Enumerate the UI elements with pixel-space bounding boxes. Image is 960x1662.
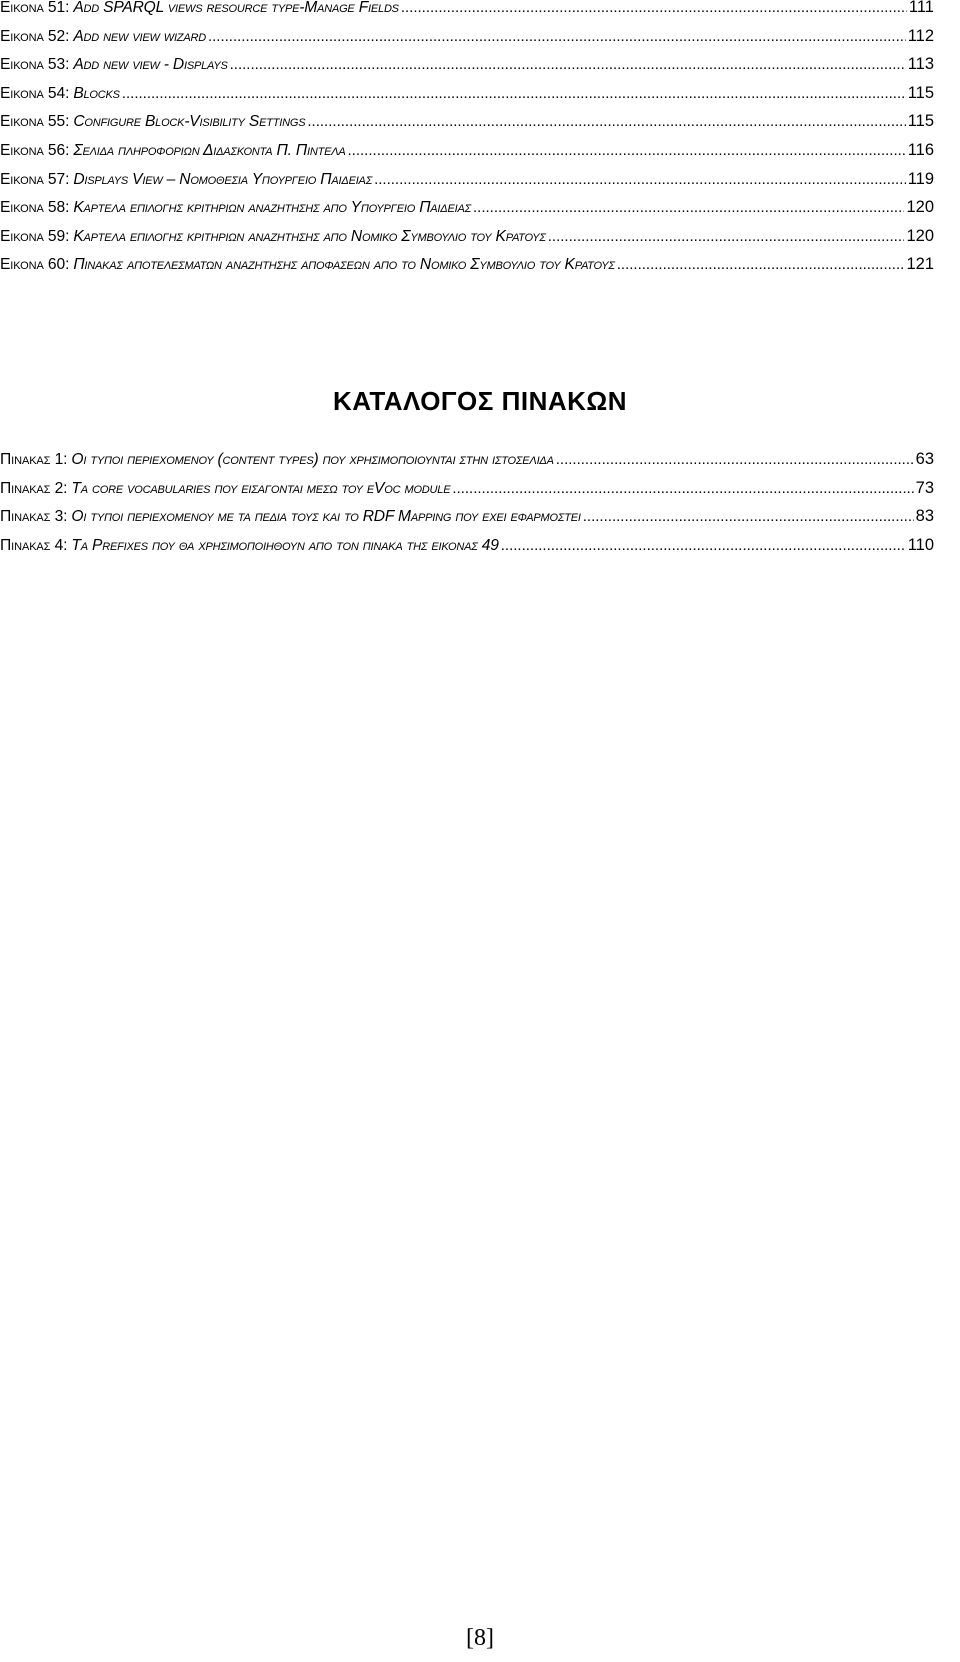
entry-label: Εικονα 56: (0, 141, 70, 159)
figures-list (0, 0, 934, 279)
dot-leader (208, 23, 906, 52)
entry-label: Εικονα 55: (0, 113, 70, 131)
dot-leader (401, 0, 907, 23)
entry-page-number: 73 (915, 478, 934, 497)
toc-entry[interactable] (0, 502, 934, 531)
entry-caption: Add new view wizard (73, 27, 206, 45)
entry-caption: Τα core vocabularies που εισαγονται μεσω του eVoc module (71, 479, 451, 497)
entry-label: Πινακας 2: (0, 479, 68, 497)
tables-section-heading: ΚΑΤΑΛΟΓΟΣ ΠΙΝΑΚΩΝ (332, 386, 628, 416)
dot-leader (452, 475, 913, 504)
entry-page-number: 111 (908, 0, 934, 16)
dot-leader (583, 503, 914, 532)
entry-label: Εικονα 52: (0, 27, 70, 45)
dot-leader (122, 80, 906, 109)
dot-leader (548, 223, 905, 252)
toc-entry[interactable] (0, 50, 934, 79)
dot-leader (556, 446, 914, 475)
entry-caption: Πινακας αποτελεσματων αναζητησης αποφασεων απο το Νομικο Συμβουλιο του Κρατους (73, 256, 615, 274)
toc-entry[interactable] (0, 107, 934, 136)
entry-label: Πινακας 1: (0, 451, 68, 468)
entry-caption: Οι τυποι περιεχομενου (content types) που χρησιμοποιουνται στην ιστοσελιδα (71, 451, 554, 468)
dot-leader (501, 532, 906, 561)
entry-page-number: 115 (907, 112, 934, 131)
entry-caption: Blocks (73, 84, 120, 102)
dot-leader (617, 251, 905, 280)
toc-entry[interactable] (0, 165, 934, 194)
entry-label: Εικονα 59: (0, 227, 70, 245)
entry-caption: Τα Prefixes που θα χρησιμοποιηθουν απο τον πινακα της εικονας 49 (71, 536, 499, 554)
entry-page-number: 119 (907, 169, 934, 188)
entry-page-number: 116 (907, 140, 934, 159)
entry-label: Εικονα 57: (0, 170, 70, 188)
entry-label: Εικονα 51: (0, 0, 70, 16)
toc-entry[interactable] (0, 22, 934, 51)
dot-leader (374, 166, 906, 195)
toc-entry[interactable] (0, 474, 934, 503)
entry-caption: Καρτελα επιλογης κριτηριων αναζητησης απο Νομικο Συμβουλιο του Κρατους (73, 227, 546, 245)
toc-entry[interactable] (0, 136, 934, 165)
toc-entry[interactable] (0, 0, 934, 22)
toc-entry[interactable] (0, 250, 934, 279)
entry-label: Εικονα 58: (0, 199, 70, 217)
toc-entry[interactable] (0, 222, 934, 251)
dot-leader (230, 51, 906, 80)
entry-caption: Add new view - Displays (73, 56, 228, 74)
dot-leader (348, 137, 906, 166)
entry-page-number: 113 (907, 55, 934, 74)
entry-caption: Σελιδα πληροφοριων Διδασκοντα Π. Πιντελα (73, 141, 346, 159)
entry-page-number: 83 (915, 507, 934, 526)
entry-label: Εικονα 53: (0, 56, 70, 74)
toc-entry[interactable] (0, 193, 934, 222)
toc-entry[interactable] (0, 531, 934, 560)
entry-page-number: 121 (906, 255, 934, 274)
entry-page-number: 63 (915, 450, 934, 468)
entry-page-number: 112 (907, 26, 934, 45)
dot-leader (307, 108, 905, 137)
entry-caption: Configure Block-Visibility Settings (73, 113, 306, 131)
entry-page-number: 110 (907, 535, 934, 554)
entry-caption: Οι τυποι περιεχομενου με τα πεδια τους και το RDF Mapping που εχει εφαρμοστει (71, 508, 581, 526)
page-number: [8] (466, 1625, 494, 1651)
entry-caption: Displays View – Νομοθεσια Υπουργειο Παιδειας (73, 170, 373, 188)
entry-label: Εικονα 60: (0, 256, 70, 274)
entry-caption: Καρτελα επιλογης κριτηριων αναζητησης απο Υπουργειο Παιδειας (73, 199, 471, 217)
entry-page-number: 120 (906, 226, 934, 245)
entry-caption: Add SPARQL views resource type-Manage Fields (73, 0, 399, 16)
entry-label: Πινακας 4: (0, 536, 68, 554)
dot-leader (473, 194, 904, 223)
toc-entry[interactable] (0, 79, 934, 108)
entry-label: Πινακας 3: (0, 508, 68, 526)
entry-page-number: 115 (907, 83, 934, 102)
entry-label: Εικονα 54: (0, 84, 70, 102)
entry-page-number: 120 (906, 198, 934, 217)
toc-entry[interactable] (0, 445, 934, 474)
tables-list (0, 445, 934, 559)
